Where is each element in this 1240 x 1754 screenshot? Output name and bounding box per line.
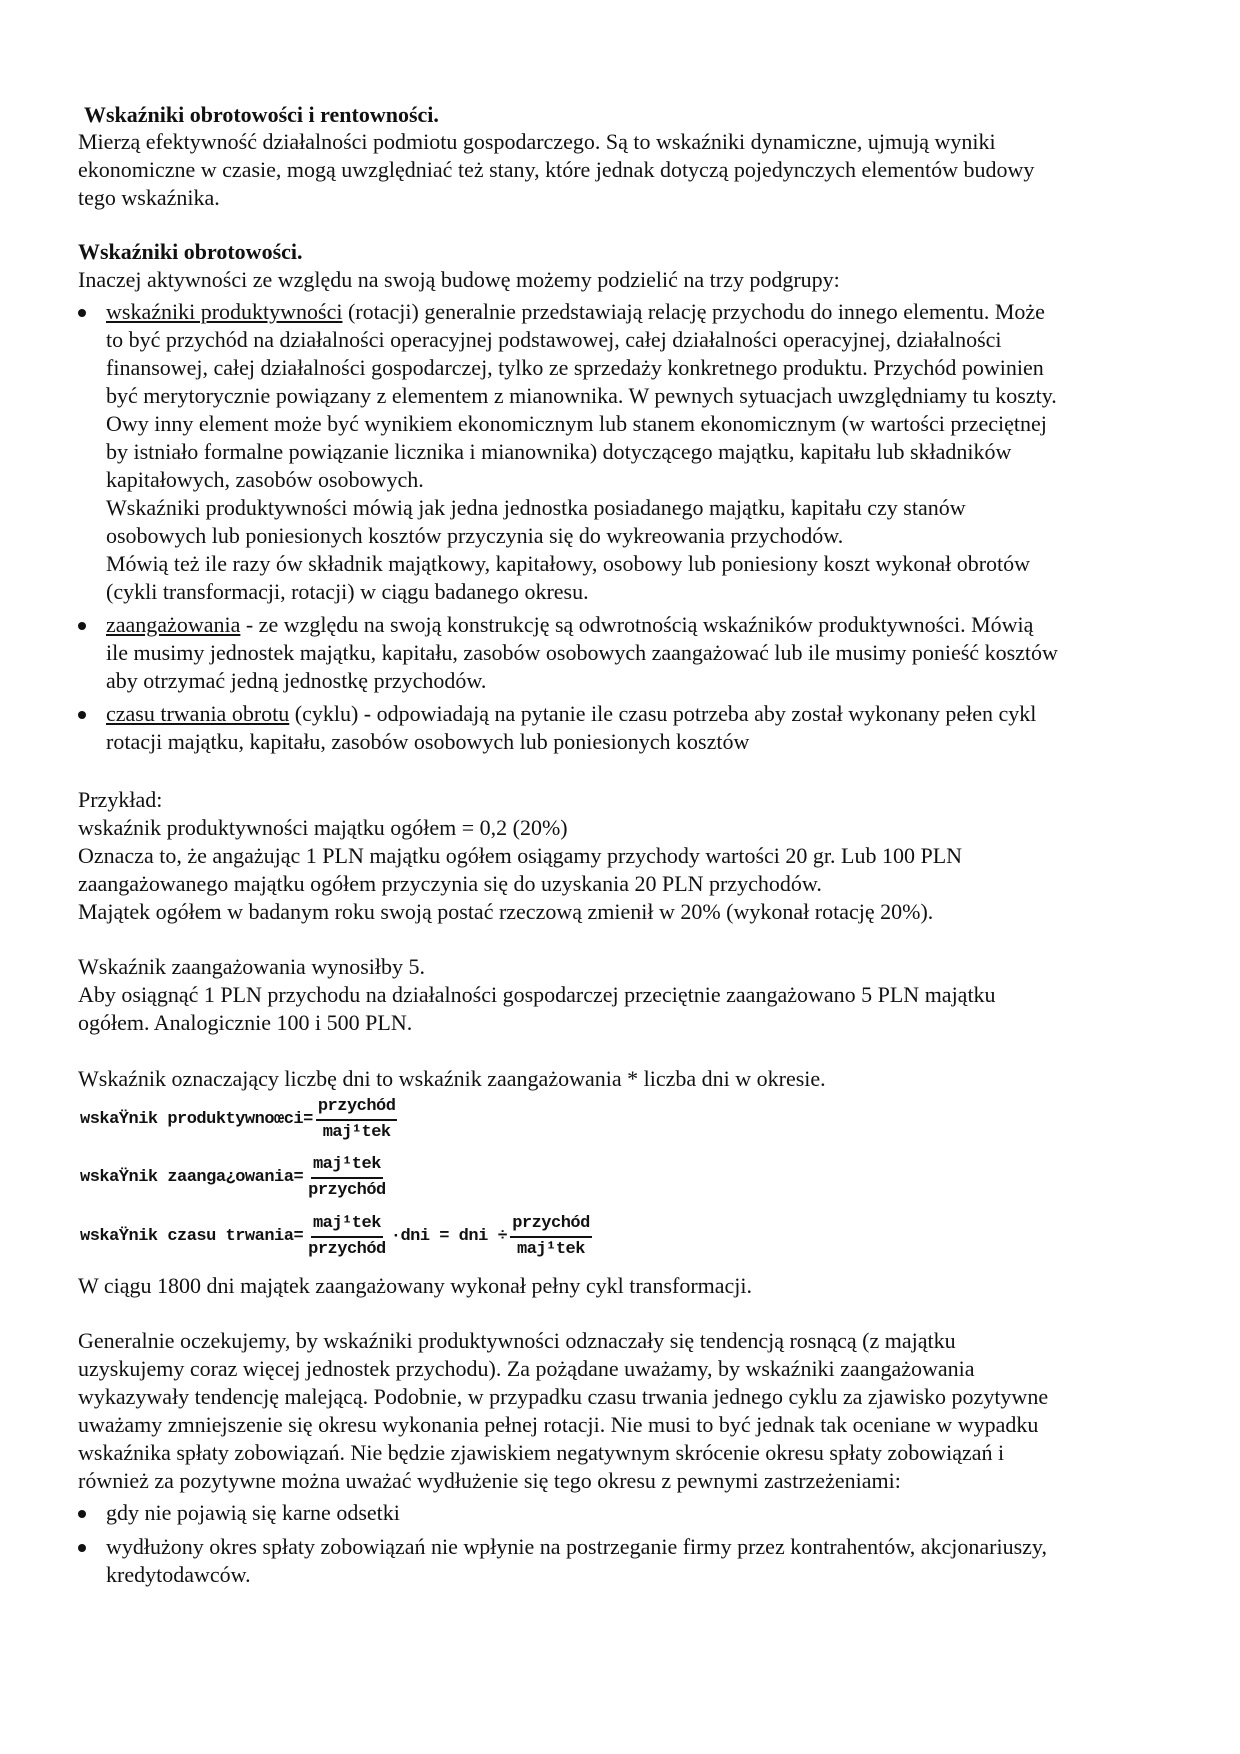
- list-item: [78, 700, 1178, 756]
- list-item: [78, 1499, 1178, 1527]
- numerator: maj¹tek: [311, 1153, 383, 1179]
- denominator: przychód: [308, 1181, 386, 1200]
- example-paragraph: Przykład: wskaźnik produktywności majątku ogółem = 0,2 (20%) Oznacza to, że angażując 1 PLN majątku ogółem osiągamy przychody wartości 20 gr. Lub 100 PLN zaangażowanego majątku ogółem przyczynia się do uzyskania 20 PLN przychodów. Majątek ogółem w badanym roku swoją postać rzeczową zmienił w 20% (wykonał rotację 20%).: [78, 787, 963, 924]
- list-item: [78, 611, 1178, 695]
- bullet-text: - ze względu na swoją konstrukcję są odwrotnością wskaźników produktywności. Mówią ile musimy jednostek majątku, kapitału, zasobów osobowych zaangażować lub ile musimy ponieść kosztów aby otrzymać jedną jednostkę przychodów.: [106, 612, 1058, 693]
- bullet-text: wydłużony okres spłaty zobowiązań nie wpłynie na postrzeganie firmy przez kontrahentów, akcjonariuszy, kredytodawców.: [106, 1534, 1047, 1587]
- bullet-icon: [78, 711, 86, 719]
- denominator: maj¹tek: [517, 1240, 585, 1259]
- list-item: [78, 298, 1178, 606]
- days-note: Wskaźnik oznaczający liczbę dni to wskaźnik zaangażowania * liczba dni w okresie.: [78, 1066, 826, 1091]
- numerator: przychód: [510, 1212, 592, 1238]
- example2-paragraph: Wskaźnik zaangażowania wynosiłby 5. Aby osiągnąć 1 PLN przychodu na działalności gospodarczej przeciętnie zaangażowano 5 PLN majątku ogółem. Analogicznie 100 i 500 PLN.: [78, 954, 996, 1035]
- fraction: [306, 1212, 388, 1262]
- term: czasu trwania obrotu: [106, 701, 290, 726]
- section-heading: Wskaźniki obrotowości.: [78, 239, 303, 264]
- formula-duration: [80, 1212, 595, 1262]
- term: zaangażowania: [106, 612, 241, 637]
- denominator: przychód: [308, 1240, 386, 1259]
- document-title: Wskaźniki obrotowości i rentowności.: [84, 102, 439, 127]
- formula-lhs: wskaŸnik zaanga¿owania: [80, 1168, 294, 1187]
- fraction: [316, 1095, 398, 1145]
- numerator: maj¹tek: [311, 1212, 383, 1238]
- formula-lhs: wskaŸnik czasu trwania: [80, 1227, 294, 1246]
- bullet-icon: [78, 622, 86, 630]
- term: wskaźniki produktywności: [106, 299, 343, 324]
- numerator: przychód: [316, 1095, 398, 1121]
- bullet-text: (cyklu) - odpowiadają na pytanie ile czasu potrzeba aby został wykonany pełen cykl rotacji majątku, kapitału, zasobów osobowych lub poniesionych kosztów: [106, 701, 1037, 754]
- equals: =: [293, 1168, 304, 1187]
- formula-productivity: [80, 1095, 400, 1145]
- bullet-text: gdy nie pojawią się karne odsetki: [106, 1500, 400, 1525]
- cycle-note: W ciągu 1800 dni majątek zaangażowany wykonał pełny cykl transformacji.: [78, 1273, 753, 1298]
- bullet-text: (rotacji) generalnie przedstawiają relację przychodu do innego elementu. Może to być przychód na działalności operacyjnej podstawowej, całej działalności operacyjnej, działalności finansowej, całej działalności gospodarczej, tylko ze sprzedaży konkretnego produktu. Przychód powinien być merytorycznie powiązany z elementem z mianownika. W pewnych sytuacjach uwzględniamy tu koszty. Owy inny element może być wynikiem ekonomicznym lub stanem ekonomicznym (w wartości przeciętnej by istniało formalne powiązanie licznika i mianownika) dotyczącego majątku, kapitału lub składników kapitałowych, zasobów osobowych. Wskaźniki produktywności mówią jak jedna jednostka posiadanego majątku, kapitału czy stanów osobowych lub poniesionych kosztów przyczynia się do wykreowania przychodów. Mówią też ile razy ów składnik majątkowy, kapitałowy, osobowy lub poniesiony koszt wykonał obrotów (cykli transformacji, rotacji) w ciągu badanego okresu.: [106, 299, 1057, 604]
- list-item: [78, 1533, 1178, 1589]
- formula-engagement: [80, 1153, 391, 1203]
- bullet-icon: [78, 1544, 86, 1552]
- fraction: [510, 1212, 592, 1262]
- intro-paragraph: Mierzą efektywność działalności podmiotu gospodarczego. Są to wskaźniki dynamiczne, ujmują wyniki ekonomiczne w czasie, mogą uwzględniać też stany, które jednak dotyczą pojedynczych elementów budowy tego wskaźnika.: [78, 129, 1035, 210]
- denominator: maj¹tek: [322, 1123, 391, 1142]
- formula-middle: ·dni = dni ÷: [390, 1227, 508, 1246]
- formula-lhs: wskaŸnik produktywnoœci: [80, 1110, 304, 1129]
- equals: =: [293, 1227, 304, 1246]
- general-paragraph: Generalnie oczekujemy, by wskaźniki produktywności odznaczały się tendencją rosnącą (z majątku uzyskujemy coraz więcej jednostek przychodu). Za pożądane uważamy, by wskaźniki zaangażowania wykazywały tendencję malejącą. Podobnie, w przypadku czasu trwania jednego cyklu za zjawisko pozytywne uważamy zmniejszenie się okresu wykonania pełnej rotacji. Nie musi to być jednak tak oceniane w wypadku wskaźnika spłaty zobowiązań. Nie będzie zjawiskiem negatywnym skrócenie okresu spłaty zobowiązań i również za pozytywne można uważać wydłużenie się tego okresu z pewnymi zastrzeżeniami:: [78, 1328, 1049, 1493]
- bullet-icon: [78, 309, 86, 317]
- equals: =: [303, 1110, 313, 1129]
- fraction: [306, 1153, 388, 1203]
- section-intro: Inaczej aktywności ze względu na swoją budowę możemy podzielić na trzy podgrupy:: [78, 267, 840, 292]
- bullet-icon: [78, 1510, 86, 1518]
